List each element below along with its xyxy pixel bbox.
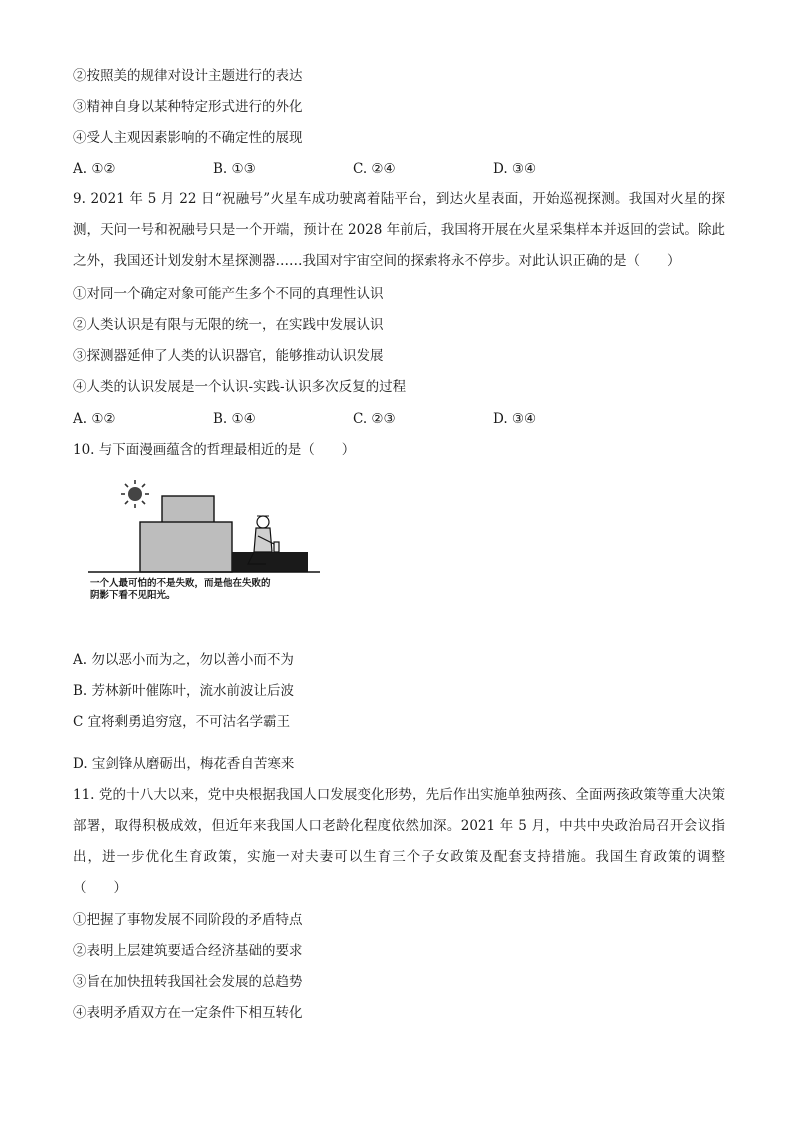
- question-11-text: 11. 党的十八大以来，党中央根据我国人口发展变化形势，先后作出实施单独两孩、全面两孩政策等重大决策部署，取得积极成效，但近年来我国人口老龄化程度依然加深。2021 年 5 月，中共中央政治局召开会议指出，进一步优化生育政策，实施一对夫妻可以生育三个子女政策及配套支持措施。我国生育政策的调整（ ）: [73, 787, 725, 896]
- option-a: A. ①②: [73, 161, 116, 177]
- prev-question-statement-3: ③精神自身以某种特定形式进行的外化: [73, 99, 303, 115]
- prev-question-statement-2: ②按照美的规律对设计主题进行的表达: [73, 68, 303, 84]
- option-a: A. ①②: [73, 411, 116, 427]
- question-10-option-c: C 宜将剩勇追穷寇，不可沽名学霸王: [73, 714, 291, 730]
- question-9-statement-1: ①对同一个确定对象可能产生多个不同的真理性认识: [73, 286, 384, 302]
- question-9-statement-4: ④人类的认识发展是一个认识-实践-认识多次反复的过程: [73, 379, 407, 395]
- cartoon-drawing: [88, 478, 324, 608]
- option-d: D. ③④: [493, 411, 537, 427]
- cartoon-image: [88, 478, 324, 608]
- question-11-statement-4: ④表明矛盾双方在一定条件下相互转化: [73, 1005, 303, 1021]
- question-10-option-b: B. 芳林新叶催陈叶，流水前波让后波: [73, 683, 295, 699]
- option-c: C. ②③: [353, 411, 396, 427]
- question-11-statement-3: ③旨在加快扭转我国社会发展的总趋势: [73, 974, 303, 990]
- cartoon-caption-line-1: 一个人最可怕的不是失败，而是他在失败的: [90, 578, 271, 589]
- question-9-statement-3: ③探测器延伸了人类的认识器官，能够推动认识发展: [73, 348, 384, 364]
- sun-icon: [121, 480, 149, 508]
- prev-question-options: [73, 160, 633, 178]
- cartoon-caption-line-2: 阴影下看不见阳光。: [90, 590, 176, 601]
- option-b: B. ①④: [213, 411, 256, 427]
- prev-question-statement-4: ④受人主观因素影响的不确定性的展现: [73, 130, 303, 146]
- question-10-text: 10. 与下面漫画蕴含的哲理最相近的是（ ）: [73, 442, 356, 458]
- option-b: B. ①③: [213, 161, 256, 177]
- question-10-option-d: D. 宝剑锋从磨砺出，梅花香自苦寒来: [73, 756, 295, 772]
- question-9-statement-2: ②人类认识是有限与无限的统一，在实践中发展认识: [73, 317, 384, 333]
- option-c: C. ②④: [353, 161, 396, 177]
- question-11-statement-2: ②表明上层建筑要适合经济基础的要求: [73, 943, 303, 959]
- question-9-options: [73, 410, 633, 428]
- option-d: D. ③④: [493, 161, 537, 177]
- question-11-statement-1: ①把握了事物发展不同阶段的矛盾特点: [73, 912, 303, 928]
- question-9-text: 9. 2021 年 5 月 22 日“祝融号”火星车成功驶离着陆平台，到达火星表面，开始巡视探测。我国对火星的探测，天问一号和祝融号只是一个开端，预计在 2028 年前后，我国将开展在火星采集样本并返回的尝试。除此之外，我国还计划发射木星探测器……我国对宇宙空间的探索将永不停步。对此认识正确的是（ ）: [73, 191, 725, 269]
- question-10-option-a: A. 勿以恶小而为之，勿以善小而不为: [73, 652, 294, 668]
